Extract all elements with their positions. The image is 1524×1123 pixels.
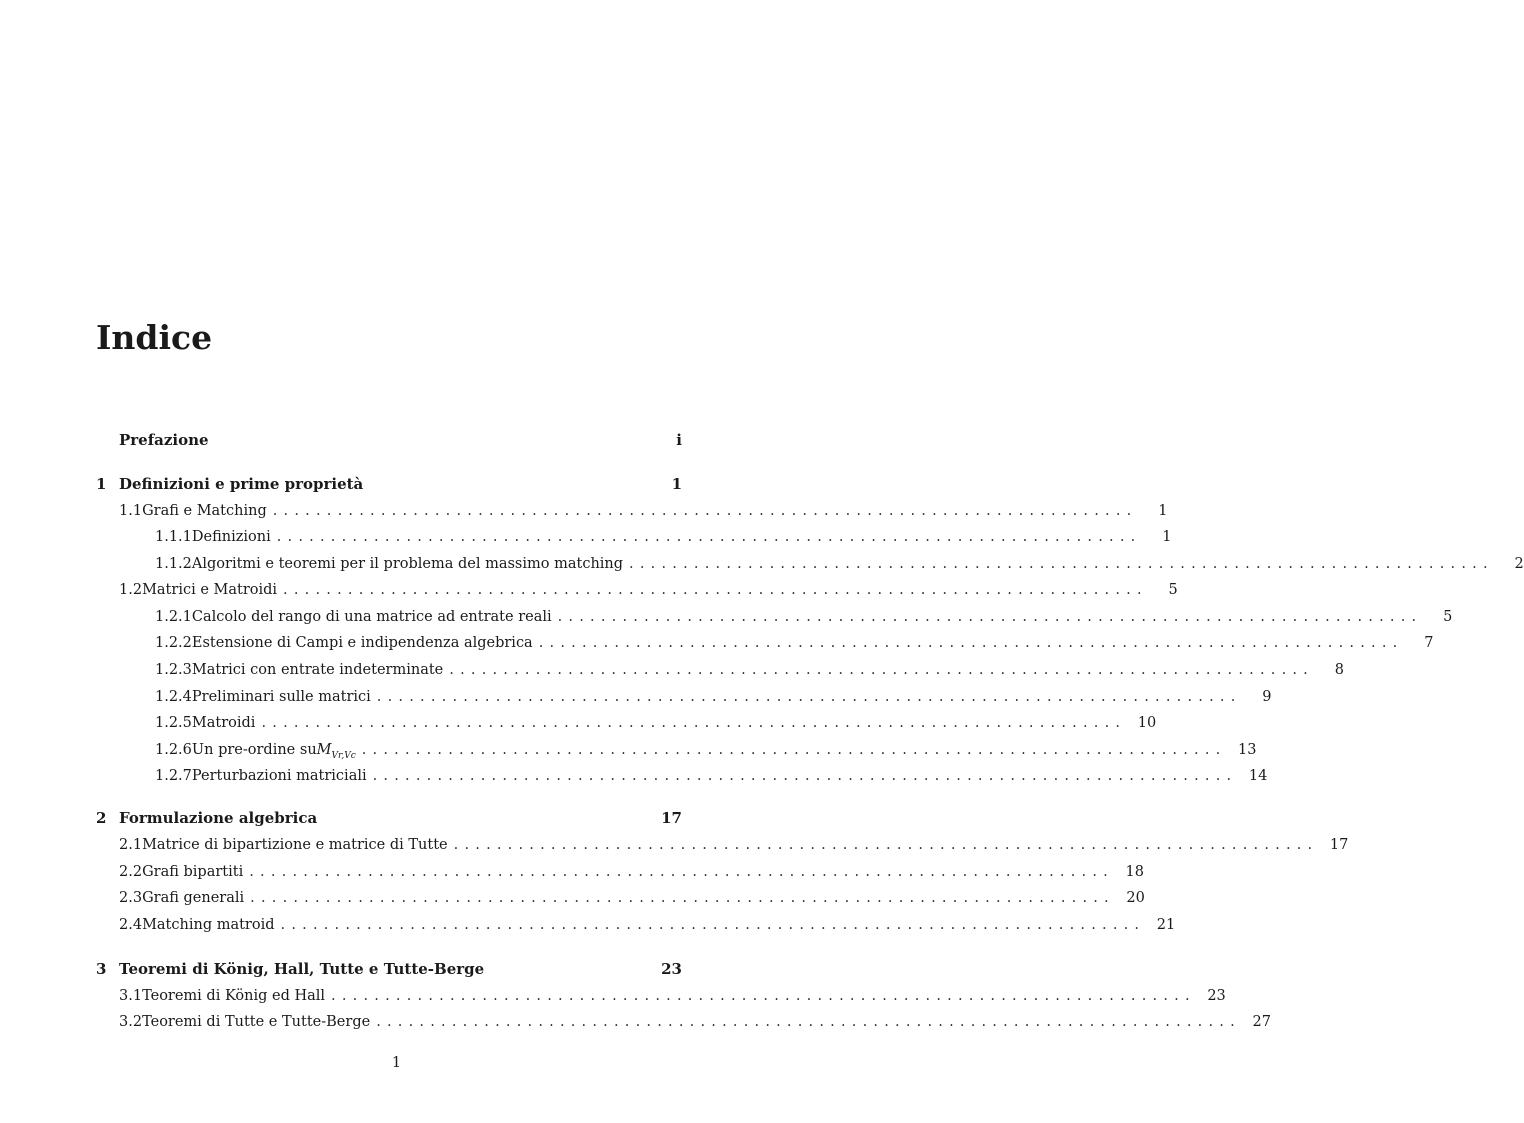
dot-leader: ................................................................................ (249, 864, 1114, 880)
toc-entry-title: Estensione di Campi e indipendenza algebrica (191, 635, 533, 651)
dot-leader: ................................................................................ (629, 556, 1494, 572)
toc-section-entry[interactable] (119, 888, 1145, 908)
toc-section-entry[interactable] (155, 766, 1268, 786)
toc-entry-page: 8 (1334, 662, 1344, 678)
toc-entry-number: 1.1.2 (155, 556, 192, 572)
dot-leader: ................................................................................ (538, 635, 1404, 651)
toc-entry-page: 1 (671, 475, 682, 493)
toc-entry-title: Un pre-ordine su (191, 742, 317, 758)
toc-section-entry[interactable] (155, 607, 1453, 627)
toc-entry-page: 13 (1238, 742, 1257, 758)
toc-entry-number: 1 (96, 475, 107, 493)
toc-entry-title: Algoritmi e teoremi per il problema del massimo matching (191, 556, 624, 572)
toc-entry-title: Preliminari sulle matrici (191, 689, 371, 705)
dot-leader: ................................................................................ (276, 529, 1142, 545)
toc-chapter-entry[interactable] (96, 959, 682, 979)
toc-section-entry[interactable] (119, 501, 1168, 521)
math-subscript: Vr,Vc (331, 750, 356, 761)
toc-entry-title: Matching matroid (142, 917, 275, 933)
toc-entry-number: 1.2.4 (155, 689, 192, 705)
math-symbol (317, 740, 356, 766)
toc-section-entry[interactable] (119, 835, 1349, 855)
toc-entry-number: 2.4 (119, 917, 143, 933)
toc-section-entry[interactable] (119, 1012, 1271, 1032)
toc-entry-page: 20 (1126, 890, 1145, 906)
toc-section-entry[interactable] (155, 554, 1524, 574)
toc-entry-number: 3 (96, 960, 107, 978)
dot-leader: ................................................................................ (376, 689, 1242, 705)
toc-entry-title: Teoremi di Tutte e Tutte-Berge (142, 1014, 371, 1030)
page-title: Indice (96, 318, 213, 357)
toc-entry-title: Definizioni e prime proprietà (119, 475, 364, 493)
toc-entry-title: Grafi bipartiti (142, 864, 244, 880)
toc-entry-page: 5 (1443, 609, 1453, 625)
toc-entry-number: 1.1 (119, 503, 143, 519)
toc-section-entry[interactable] (119, 986, 1226, 1006)
toc-entry-title: Calcolo del rango di una matrice ad entrate reali (191, 609, 552, 625)
toc-entry-number: 1.2.2 (155, 635, 192, 651)
toc-entry-number: 1.2.7 (155, 768, 192, 784)
toc-entry-number: 1.2.5 (155, 715, 192, 731)
toc-entry-page: 27 (1252, 1014, 1271, 1030)
toc-entry-page: 14 (1248, 768, 1268, 784)
toc-entry-page: 23 (661, 960, 682, 978)
toc-entry-page: 10 (1137, 715, 1157, 731)
dot-leader: ................................................................................ (331, 988, 1196, 1004)
toc-section-entry[interactable] (119, 580, 1178, 600)
toc-entry-page: 23 (1207, 988, 1226, 1004)
toc-entry-page: 9 (1262, 689, 1272, 705)
toc-entry-number: 1.1.1 (155, 529, 192, 545)
dot-leader: ................................................................................ (272, 503, 1138, 519)
dot-leader: ................................................................................ (557, 609, 1423, 625)
dot-leader: ................................................................................ (453, 837, 1319, 853)
toc-entry-number: 1.2.1 (155, 609, 192, 625)
toc-entry-title: Matroidi (191, 715, 256, 731)
dot-leader: ................................................................................ (283, 582, 1148, 598)
toc-entry-title: Prefazione (119, 431, 209, 449)
toc-section-entry[interactable] (155, 687, 1272, 707)
toc-entry-title: Grafi e Matching (142, 503, 267, 519)
toc-entry-title: Matrici con entrate indeterminate (191, 662, 444, 678)
toc-entry-title: Formulazione algebrica (119, 809, 318, 827)
toc-entry-page: 5 (1168, 582, 1178, 598)
toc-entry-title: Matrici e Matroidi (142, 582, 278, 598)
toc-chapter-entry[interactable] (96, 430, 682, 450)
toc-entry-page: 1 (1162, 529, 1172, 545)
toc-section-entry[interactable] (119, 862, 1144, 882)
toc-entry-number: 3.1 (119, 988, 143, 1004)
toc-section-entry[interactable] (155, 740, 1257, 761)
toc-entry-page: 17 (661, 809, 682, 827)
toc-section-entry[interactable] (155, 713, 1157, 733)
toc-entry-page: 18 (1125, 864, 1144, 880)
toc-entry-page: 2 (1514, 556, 1524, 572)
toc-entry-number: 3.2 (119, 1014, 143, 1030)
toc-entry-page: 21 (1156, 917, 1176, 933)
toc-chapter-entry[interactable] (96, 474, 682, 494)
toc-chapter-entry[interactable] (96, 808, 682, 828)
toc-section-entry[interactable] (155, 660, 1344, 680)
toc-entry-page: 17 (1329, 837, 1349, 853)
toc-entry-page: 1 (1158, 503, 1168, 519)
dot-leader: ................................................................................ (361, 742, 1227, 758)
toc-entry-number: 1.2.3 (155, 662, 192, 678)
math-main: M (316, 742, 332, 758)
toc-entry-page: i (676, 431, 682, 449)
dot-leader: ................................................................................ (376, 1014, 1241, 1030)
toc-entry-number: 2.1 (119, 837, 143, 853)
toc-entry-title: Teoremi di König ed Hall (142, 988, 326, 1004)
toc-entry-title: Definizioni (191, 529, 271, 545)
toc-entry-number: 2 (96, 809, 107, 827)
dot-leader: ................................................................................ (449, 662, 1314, 678)
toc-entry-page: 7 (1424, 635, 1434, 651)
toc-section-entry[interactable] (155, 527, 1172, 547)
toc-entry-title: Teoremi di König, Hall, Tutte e Tutte-Berge (119, 960, 485, 978)
dot-leader: ................................................................................ (250, 890, 1115, 906)
toc-entry-number: 2.2 (119, 864, 143, 880)
dot-leader: ................................................................................ (372, 768, 1238, 784)
dot-leader: ................................................................................ (280, 917, 1146, 933)
toc-section-entry[interactable] (155, 633, 1434, 653)
toc-entry-number: 1.2.6 (155, 742, 192, 758)
page-number: 1 (391, 1055, 402, 1071)
dot-leader: ................................................................................ (261, 715, 1127, 731)
toc-entry-number: 1.2 (119, 582, 143, 598)
toc-section-entry[interactable] (119, 915, 1176, 935)
toc-entry-title: Grafi generali (142, 890, 245, 906)
toc-entry-title: Matrice di bipartizione e matrice di Tutte (142, 837, 448, 853)
toc-entry-number: 2.3 (119, 890, 143, 906)
toc-entry-title: Perturbazioni matriciali (191, 768, 367, 784)
